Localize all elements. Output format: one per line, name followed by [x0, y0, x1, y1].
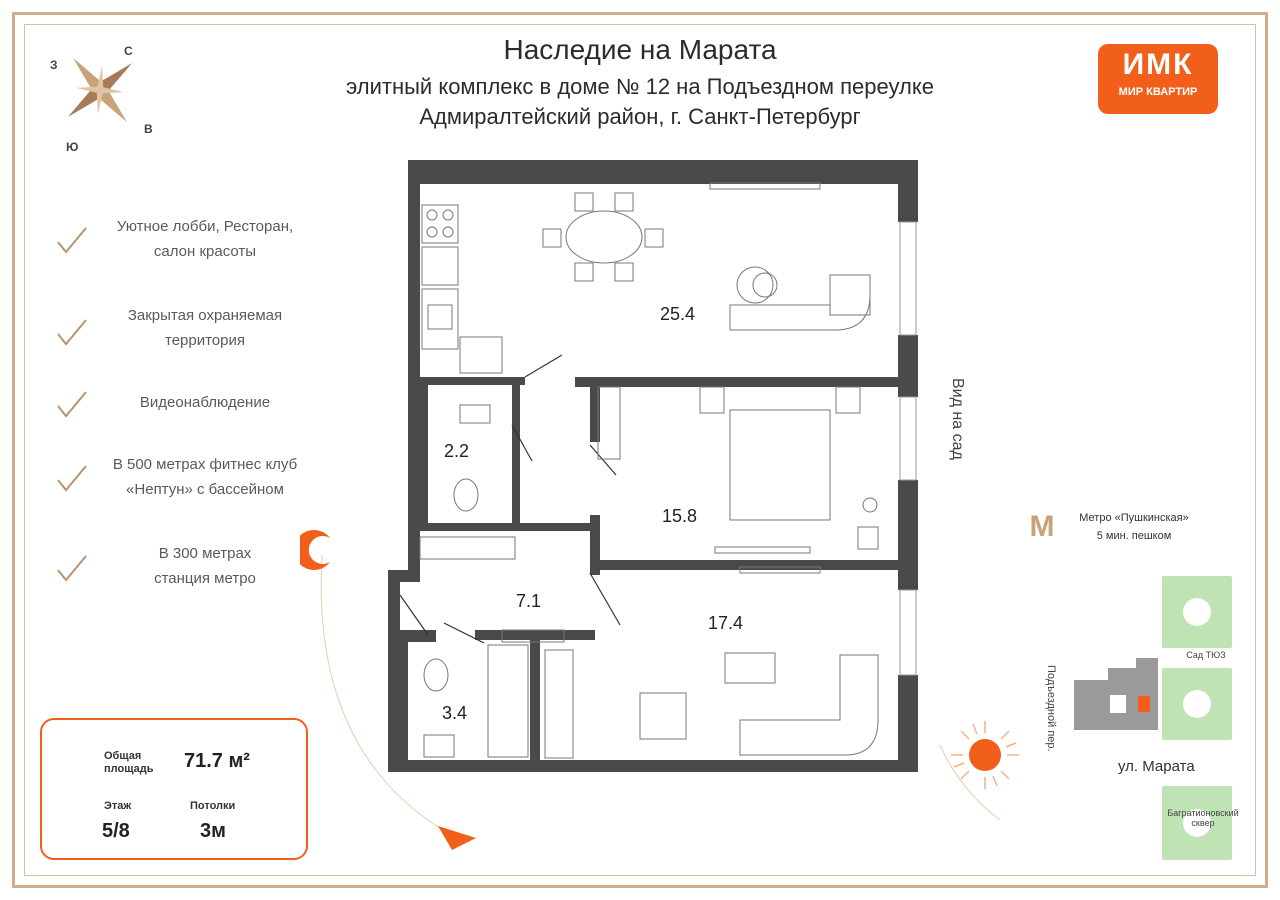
- ceiling-value: 3м: [200, 820, 226, 842]
- check-icon: [56, 316, 88, 348]
- feature-line: В 500 метрах фитнес клуб: [112, 456, 298, 473]
- room-bedroom1-area: 15.8: [662, 506, 698, 526]
- area-label-line: площадь: [104, 763, 154, 775]
- feature-line: салон красоты: [153, 243, 257, 260]
- compass-east: В: [144, 122, 153, 136]
- feature-line: станция метро: [154, 570, 256, 587]
- feature-item: [90, 214, 320, 264]
- compass-west: З: [50, 58, 58, 72]
- arrow-icon: [438, 826, 476, 850]
- feature-line: Видеонаблюдение: [139, 394, 271, 411]
- feature-item: [90, 541, 320, 591]
- garden2-label: [1148, 808, 1258, 828]
- metro-walk: 5 мин. пешком: [1096, 530, 1172, 542]
- room-bath-small-area: 2.2: [444, 441, 470, 461]
- room-living-area: 25.4: [660, 304, 696, 324]
- sun-icon: [945, 715, 1025, 795]
- feature-item: [90, 303, 320, 353]
- floor-value: 5/8: [102, 820, 130, 842]
- district-line: Адмиралтейский район, г. Санкт-Петербург: [419, 104, 861, 129]
- check-icon: [56, 388, 88, 420]
- feature-line: В 300 метрах: [158, 545, 252, 562]
- compass-north: С: [124, 44, 133, 58]
- check-icon: [56, 224, 88, 256]
- area-label: [104, 750, 153, 776]
- street-label: ул. Марата: [1118, 758, 1195, 775]
- area-value: 71.7 м²: [184, 750, 250, 772]
- floor-plan: [380, 155, 920, 775]
- feature-item: [90, 390, 320, 415]
- area-label-line: Общая: [104, 750, 142, 762]
- room-bath-big-area: 3.4: [442, 703, 468, 723]
- check-icon: [56, 552, 88, 584]
- metro-name: Метро «Пушкинская»: [1079, 512, 1189, 524]
- room-bedroom2-area: 17.4: [708, 613, 744, 633]
- ceiling-label: Потолки: [190, 800, 236, 812]
- info-panel: [40, 718, 308, 860]
- compass-south: Ю: [66, 140, 79, 154]
- feature-line: «Нептун» с бассейном: [126, 481, 284, 498]
- metro-icon: М: [1029, 510, 1055, 543]
- moon-icon: [300, 530, 330, 570]
- page-title: Наследие на Марата: [503, 34, 777, 65]
- feature-line: территория: [165, 332, 245, 349]
- view-label: Вид на сад: [949, 378, 966, 460]
- floor-label: Этаж: [104, 800, 132, 812]
- lane-label: Подъездной пер.: [1045, 665, 1057, 752]
- garden2-line: Багратионовский: [1167, 808, 1239, 818]
- garden2-line: сквер: [1191, 818, 1215, 828]
- check-icon: [56, 462, 88, 494]
- feature-item: [90, 452, 320, 502]
- feature-line: Уютное лобби, Ресторан,: [116, 218, 294, 235]
- page-subtitle: элитный комплекс в доме № 12 на Подъездном переулке: [346, 74, 934, 99]
- garden-tyuz-label: Сад ТЮЗ: [1186, 650, 1226, 660]
- brand-logo: [1098, 44, 1218, 114]
- feature-line: Закрытая охраняемая: [127, 307, 283, 324]
- logo-mark: ИМК: [1122, 48, 1194, 81]
- room-hall-area: 7.1: [516, 591, 542, 611]
- logo-text: МИР КВАРТИР: [1118, 86, 1198, 98]
